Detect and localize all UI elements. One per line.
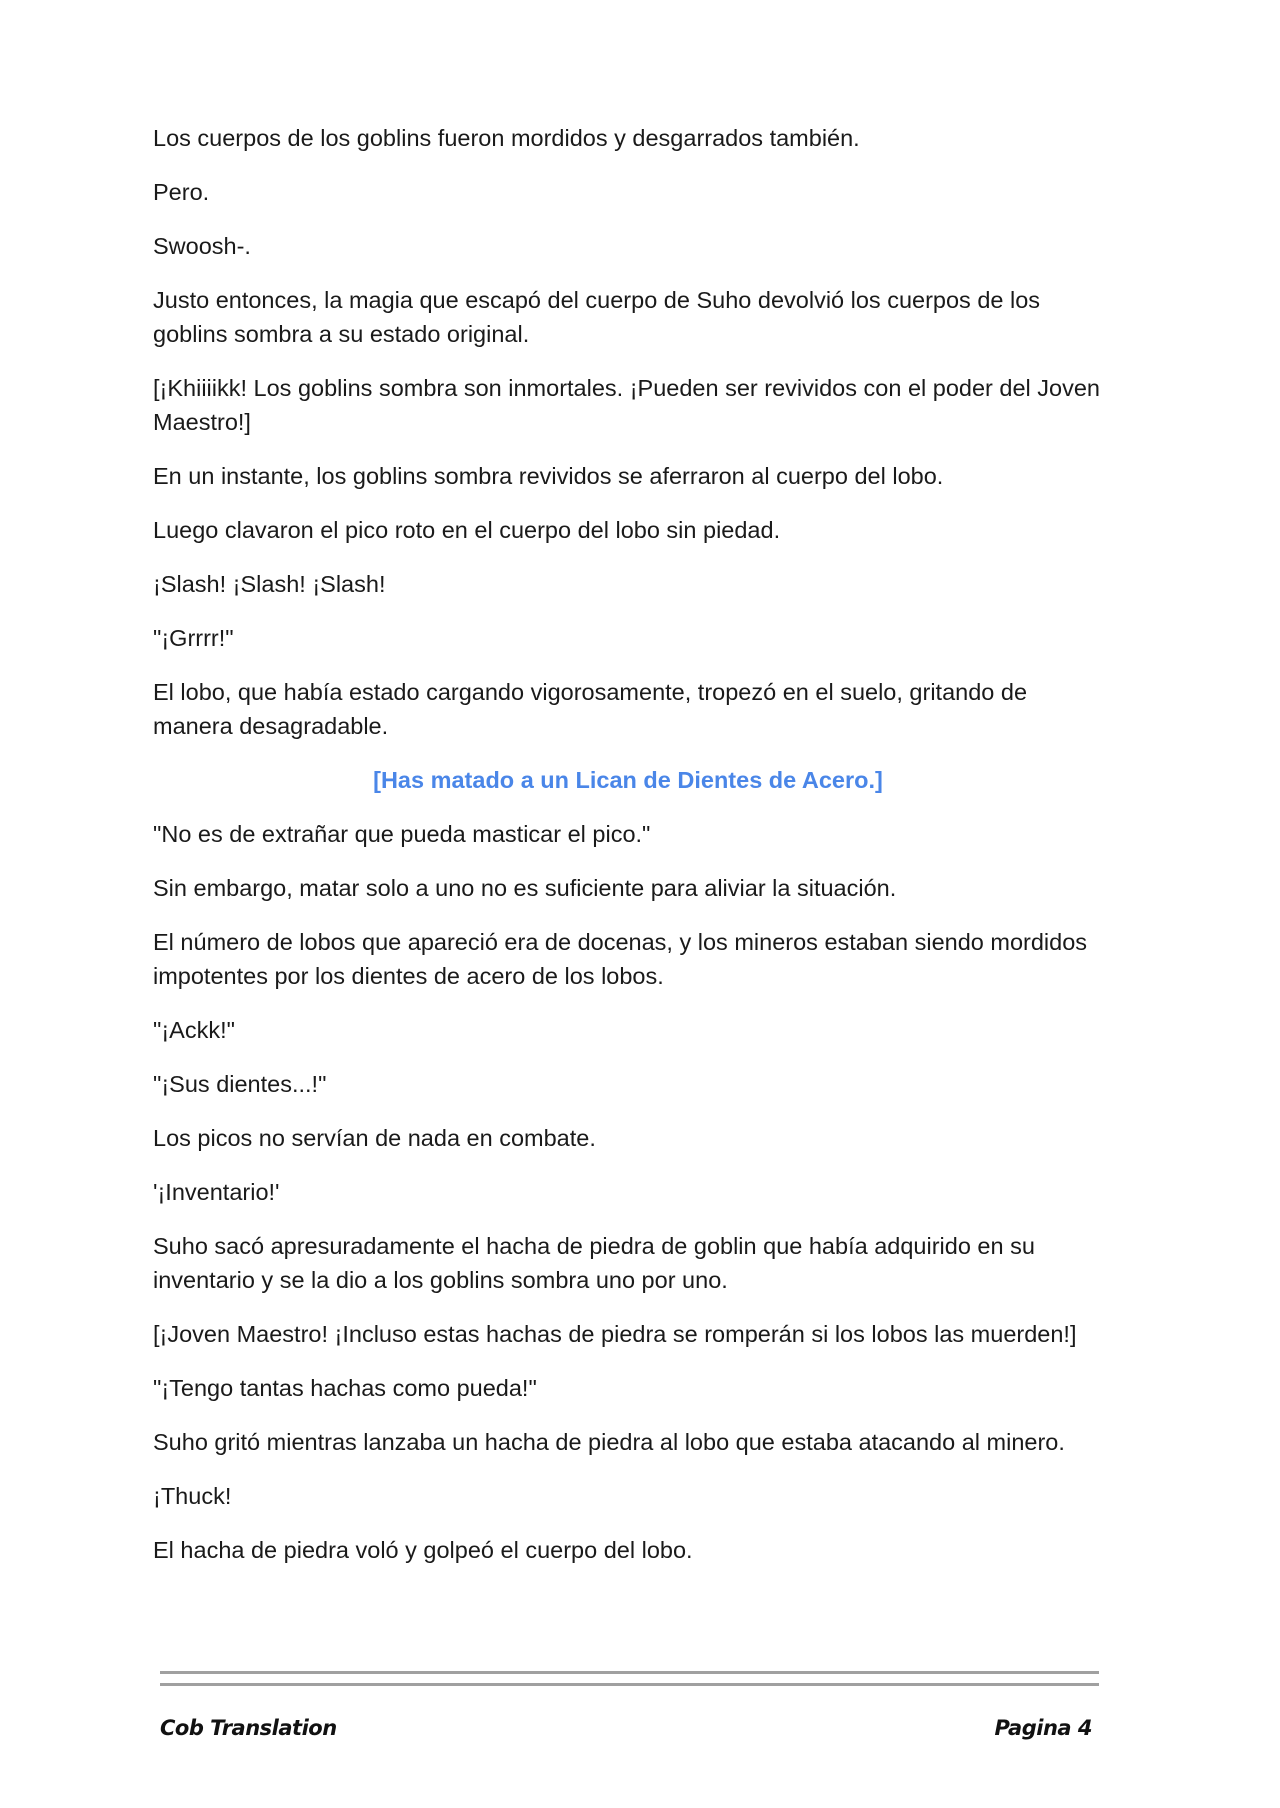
paragraph: "¡Sus dientes...!": [153, 1071, 327, 1097]
footer-divider-bottom: [160, 1683, 1099, 1686]
paragraph: Luego clavaron el pico roto en el cuerpo del lobo sin piedad.: [153, 517, 781, 543]
system-notice: [Has matado a un Lican de Dientes de Acero.]: [373, 767, 883, 793]
paragraph: Sin embargo, matar solo a uno no es suficiente para aliviar la situación.: [153, 875, 897, 901]
paragraph: Pero.: [153, 179, 210, 205]
paragraph: "No es de extrañar que pueda masticar el pico.": [153, 821, 651, 847]
paragraph: [¡Khiiiikk! Los goblins sombra son inmortales. ¡Pueden ser revividos con el poder del Joven Maestro!]: [153, 375, 1100, 435]
paragraph: ¡Slash! ¡Slash! ¡Slash!: [153, 571, 386, 597]
paragraph: Justo entonces, la magia que escapó del cuerpo de Suho devolvió los cuerpos de los goblins sombra a su estado original.: [153, 287, 1041, 347]
paragraph: ¡Thuck!: [153, 1483, 232, 1509]
paragraph: Swoosh-.: [153, 233, 251, 259]
footer-page-number: Pagina 4: [994, 1716, 1092, 1740]
paragraph: [¡Joven Maestro! ¡Incluso estas hachas de piedra se romperán si los lobos las muerden!]: [153, 1321, 1077, 1347]
document-body: [153, 121, 1103, 1587]
paragraph: "¡Ackk!": [153, 1017, 235, 1043]
paragraph: Suho gritó mientras lanzaba un hacha de piedra al lobo que estaba atacando al minero.: [153, 1429, 1065, 1455]
paragraph: El hacha de piedra voló y golpeó el cuerpo del lobo.: [153, 1537, 693, 1563]
footer-divider-top: [160, 1671, 1099, 1674]
paragraph: Suho sacó apresuradamente el hacha de piedra de goblin que había adquirido en su inventario y se la dio a los goblins sombra uno por uno.: [153, 1233, 1035, 1293]
footer-translator: Cob Translation: [160, 1716, 337, 1740]
paragraph: El número de lobos que apareció era de docenas, y los mineros estaban siendo mordidos impotentes por los dientes de acero de los lobos.: [153, 929, 1088, 989]
paragraph: Los cuerpos de los goblins fueron mordidos y desgarrados también.: [153, 125, 860, 151]
paragraph: Los picos no servían de nada en combate.: [153, 1125, 596, 1151]
paragraph: En un instante, los goblins sombra revividos se aferraron al cuerpo del lobo.: [153, 463, 944, 489]
paragraph: "¡Tengo tantas hachas como pueda!": [153, 1375, 537, 1401]
paragraph: El lobo, que había estado cargando vigorosamente, tropezó en el suelo, gritando de manera desagradable.: [153, 679, 1028, 739]
paragraph: "¡Grrrr!": [153, 625, 234, 651]
paragraph: '¡Inventario!': [153, 1179, 280, 1205]
